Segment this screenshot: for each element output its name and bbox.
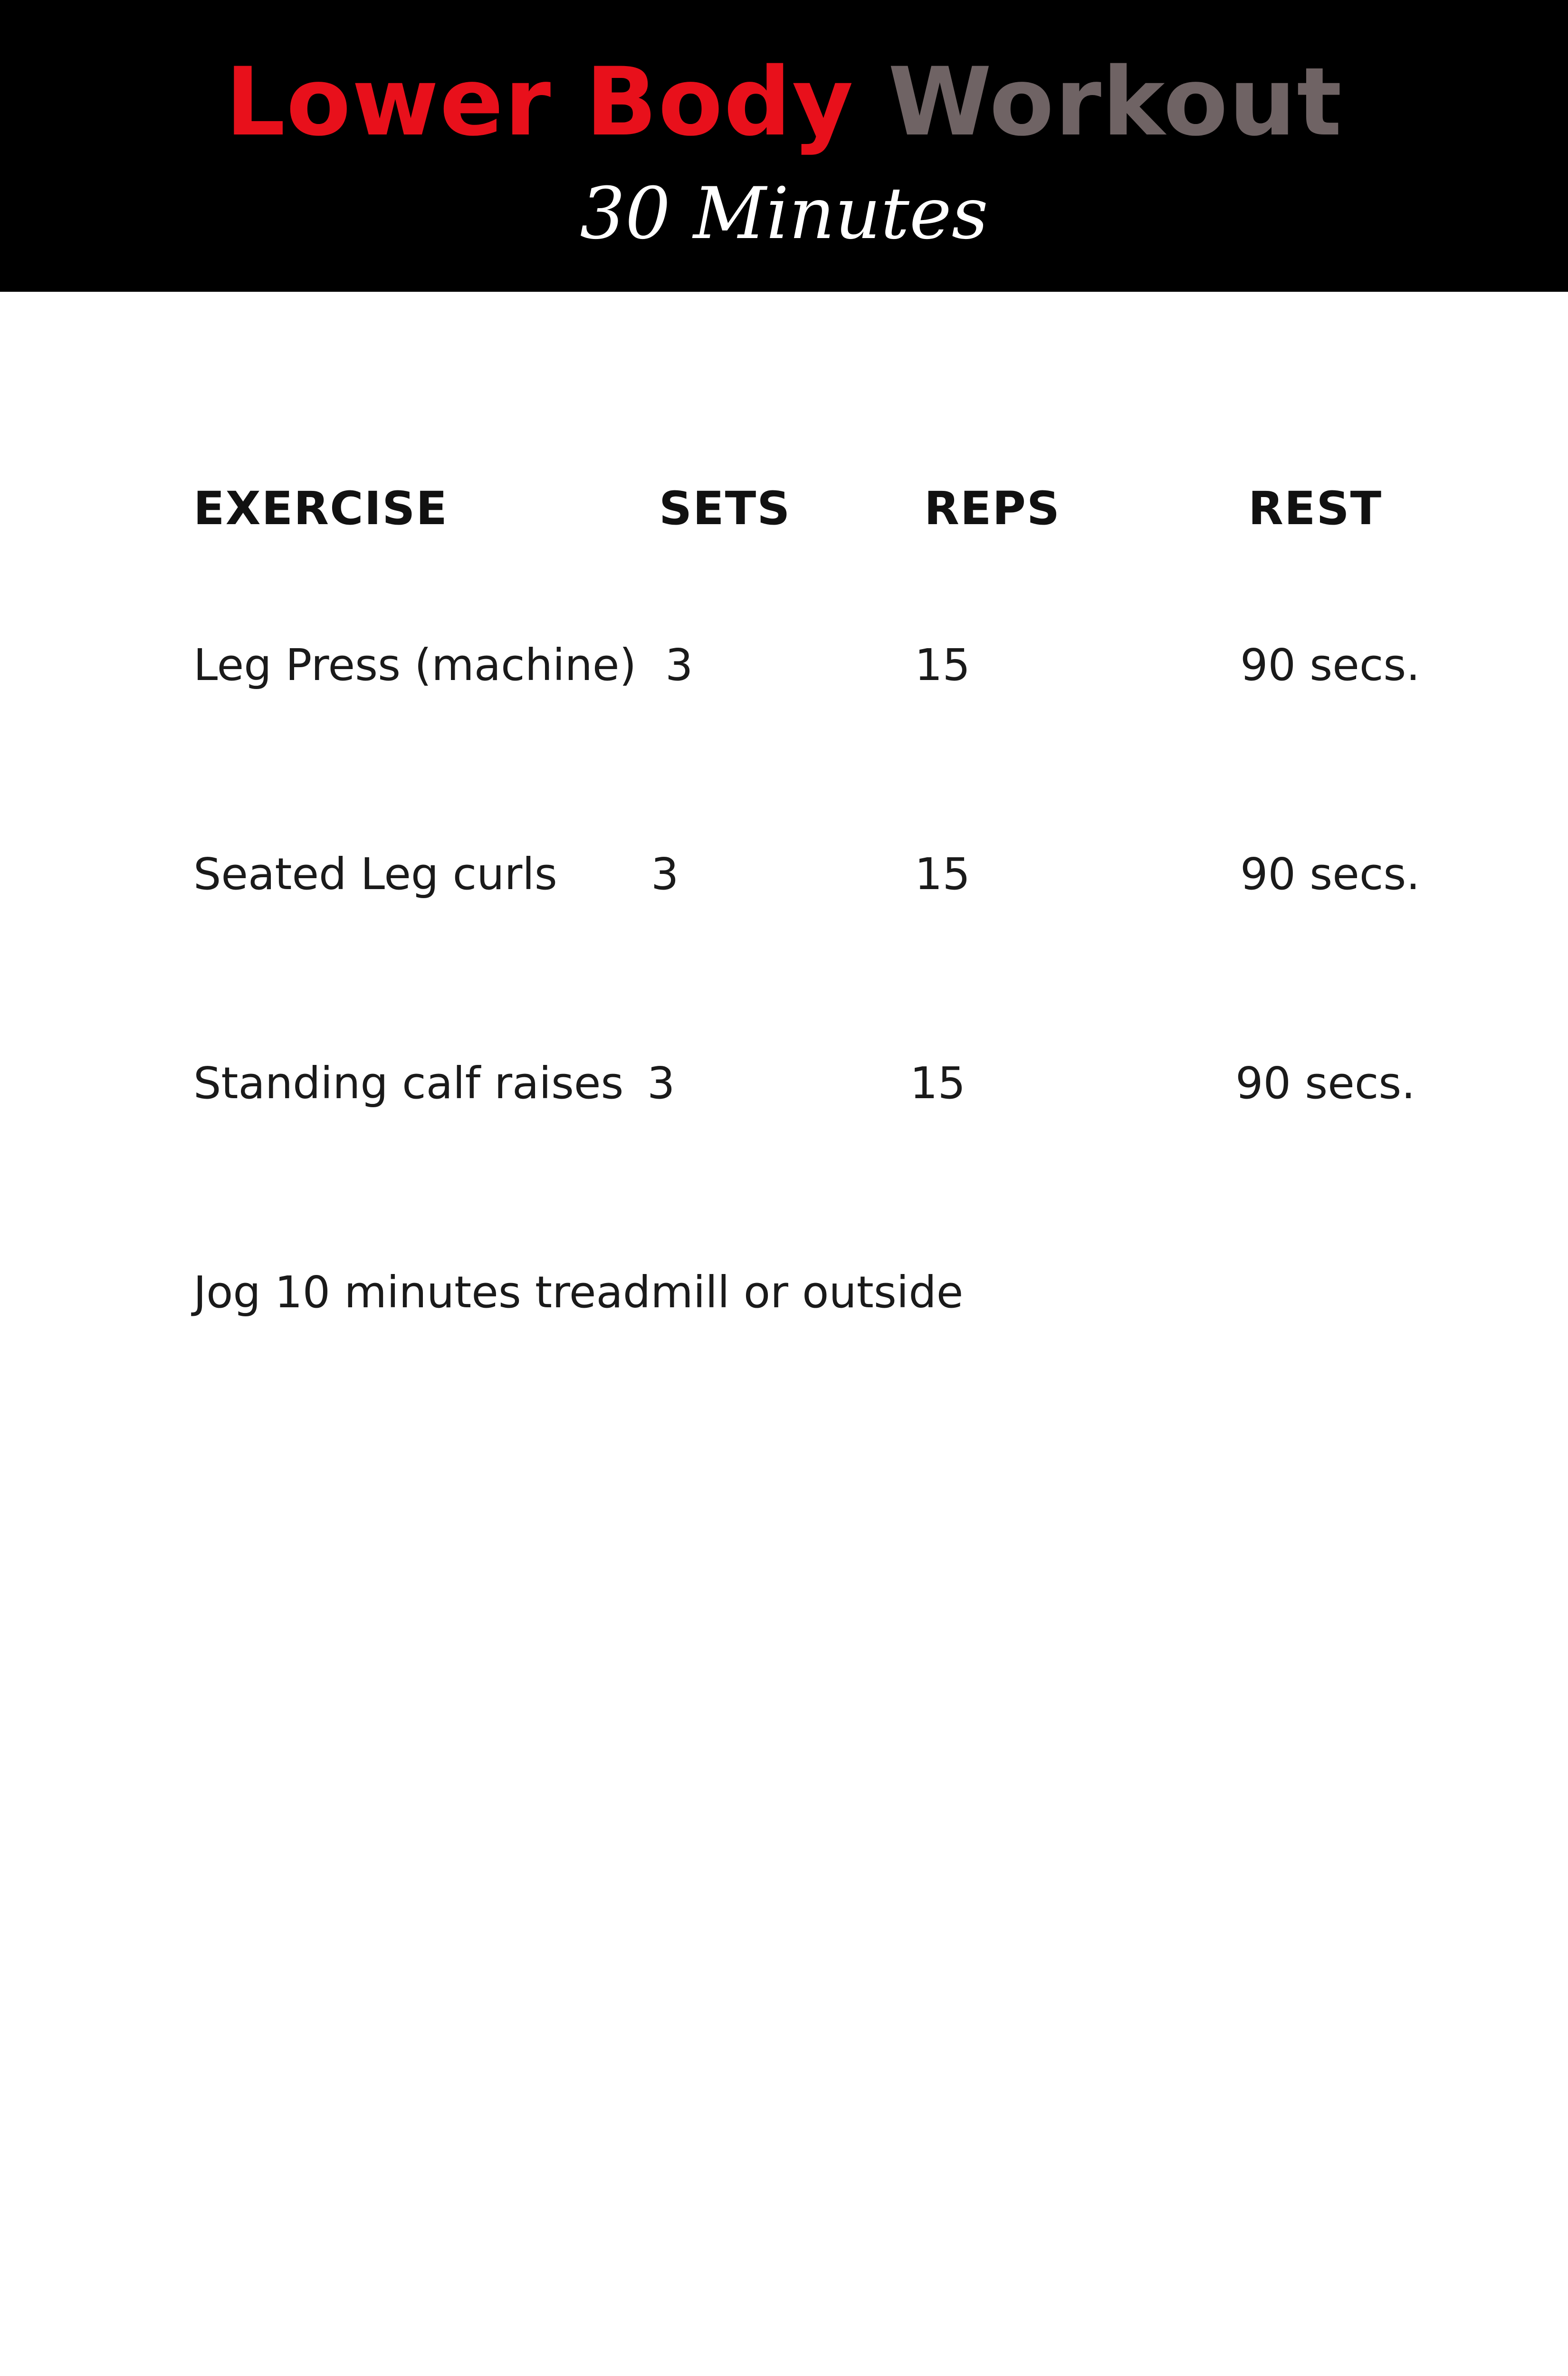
column-header-rest: REST <box>1248 482 1383 535</box>
page-title <box>0 45 1568 159</box>
title-word-workout: Workout <box>888 47 1343 157</box>
exercise-name: Standing calf raises <box>193 1058 624 1109</box>
exercise-name: Leg Press (machine) <box>193 640 637 690</box>
rest-value: 90 secs. <box>1240 640 1420 690</box>
rest-value: 90 secs. <box>1240 849 1420 900</box>
column-header-exercise: EXERCISE <box>193 482 448 535</box>
sets-value: 3 <box>651 849 679 900</box>
reps-value: 15 <box>915 849 971 900</box>
title-word-lower-body: Lower Body <box>225 47 854 157</box>
header-banner <box>0 0 1568 292</box>
sets-value: 3 <box>665 640 693 690</box>
column-header-reps: REPS <box>924 482 1061 535</box>
reps-value: 15 <box>915 640 971 690</box>
sets-value: 3 <box>647 1058 675 1109</box>
reps-value: 15 <box>910 1058 966 1109</box>
rest-value: 90 secs. <box>1235 1058 1415 1109</box>
cardio-note: Jog 10 minutes treadmill or outside <box>193 1267 964 1318</box>
column-header-sets: SETS <box>659 482 791 535</box>
exercise-name: Seated Leg curls <box>193 849 557 900</box>
page-subtitle: 30 Minutes <box>580 172 988 255</box>
